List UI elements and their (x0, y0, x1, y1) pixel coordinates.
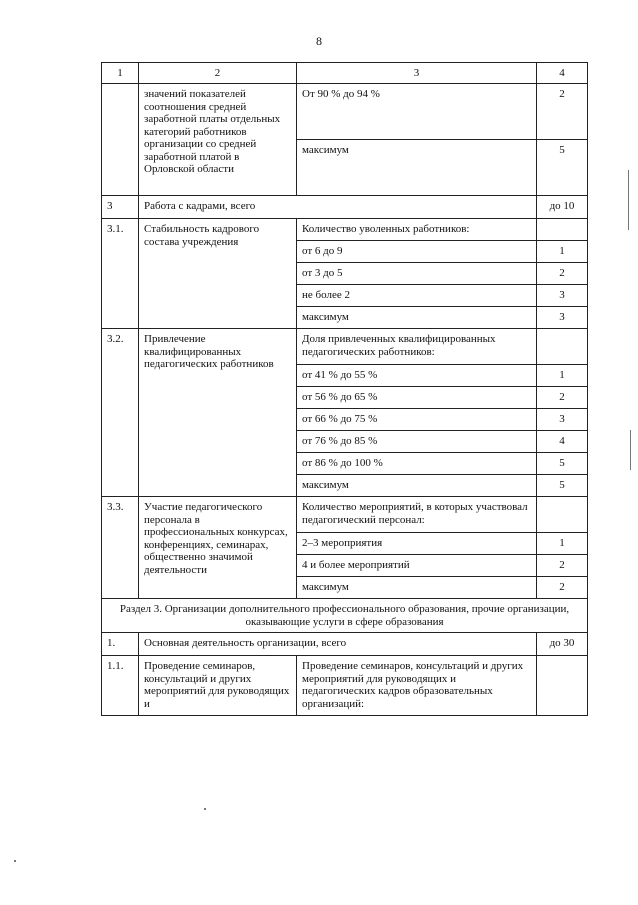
table-header-row (102, 63, 588, 84)
indicator-name: Работа с кадрами, всего (139, 196, 537, 219)
score: 5 (537, 475, 588, 497)
criterion-heading: Доля привлеченных квалифицированных педагогических работников: (297, 329, 537, 365)
page-number: 8 (316, 34, 322, 48)
score: до 30 (537, 633, 588, 656)
indicator-name: Участие педагогического персонала в профессиональных конкурсах, конференциях, семинарах, общественно значимой деятельности (139, 497, 297, 599)
indicator-name: Стабильность кадрового состава учреждения (139, 219, 297, 329)
criterion-option: 2–3 мероприятия (297, 533, 537, 555)
score: 1 (537, 533, 588, 555)
row-number: 3.2. (102, 329, 139, 497)
indicator-name: Привлечение квалифицированных педагогических работников (139, 329, 297, 497)
criterion-heading: Количество мероприятий, в которых участвовал педагогический персонал: (297, 497, 537, 533)
row-number: 3.3. (102, 497, 139, 599)
scan-mark (628, 170, 629, 230)
score: 3 (537, 409, 588, 431)
section-heading: Раздел 3. Организации дополнительного профессионального образования, прочие организации, оказывающие услуги в сфере образования (102, 599, 588, 633)
header-cell: 4 (537, 63, 588, 84)
row-number: 1. (102, 633, 139, 656)
criterion-heading: Количество уволенных работников: (297, 219, 537, 241)
header-cell: 1 (102, 63, 139, 84)
scan-mark (204, 808, 206, 810)
criterion-option: от 56 % до 65 % (297, 387, 537, 409)
indicator-name: Основная деятельность организации, всего (139, 633, 537, 656)
criterion-option: 4 и более мероприятий (297, 555, 537, 577)
table-row (102, 497, 588, 533)
score: 2 (537, 84, 588, 140)
score: 1 (537, 241, 588, 263)
table-row (102, 84, 588, 140)
criterion-option: от 66 % до 75 % (297, 409, 537, 431)
criterion-option: не более 2 (297, 285, 537, 307)
header-cell: 2 (139, 63, 297, 84)
criterion-option: От 90 % до 94 % (297, 84, 537, 140)
criterion-option: максимум (297, 140, 537, 196)
score: 5 (537, 453, 588, 475)
section-heading-row (102, 599, 588, 633)
table-row (102, 329, 588, 365)
scan-mark (14, 860, 16, 862)
score: 5 (537, 140, 588, 196)
criterion-option: от 86 % до 100 % (297, 453, 537, 475)
criteria-table (101, 62, 588, 716)
criterion-option: максимум (297, 577, 537, 599)
criterion-option: от 6 до 9 (297, 241, 537, 263)
table-row (102, 196, 588, 219)
criterion-option: максимум (297, 475, 537, 497)
score: до 10 (537, 196, 588, 219)
criterion-heading: Проведение семинаров, консультаций и других мероприятий для руководящих и педагогических кадров образовательных организаций: (297, 656, 537, 716)
criterion-option: от 41 % до 55 % (297, 365, 537, 387)
score: 2 (537, 387, 588, 409)
score: 3 (537, 285, 588, 307)
scan-mark (630, 430, 631, 470)
score: 1 (537, 365, 588, 387)
score: 2 (537, 263, 588, 285)
header-cell: 3 (297, 63, 537, 84)
indicator-name: Проведение семинаров, консультаций и других мероприятий для руководящих и (139, 656, 297, 716)
table-row (102, 633, 588, 656)
indicator-name: значений показателей соотношения средней заработной платы отдельных категорий работников организации со средней заработной платой в Орловской области (139, 84, 297, 196)
criterion-option: максимум (297, 307, 537, 329)
score: 2 (537, 555, 588, 577)
score: 2 (537, 577, 588, 599)
table-row (102, 219, 588, 241)
table-row (102, 656, 588, 716)
row-number: 1.1. (102, 656, 139, 716)
criterion-option: от 76 % до 85 % (297, 431, 537, 453)
score: 4 (537, 431, 588, 453)
row-number: 3 (102, 196, 139, 219)
score: 3 (537, 307, 588, 329)
criterion-option: от 3 до 5 (297, 263, 537, 285)
row-number: 3.1. (102, 219, 139, 329)
